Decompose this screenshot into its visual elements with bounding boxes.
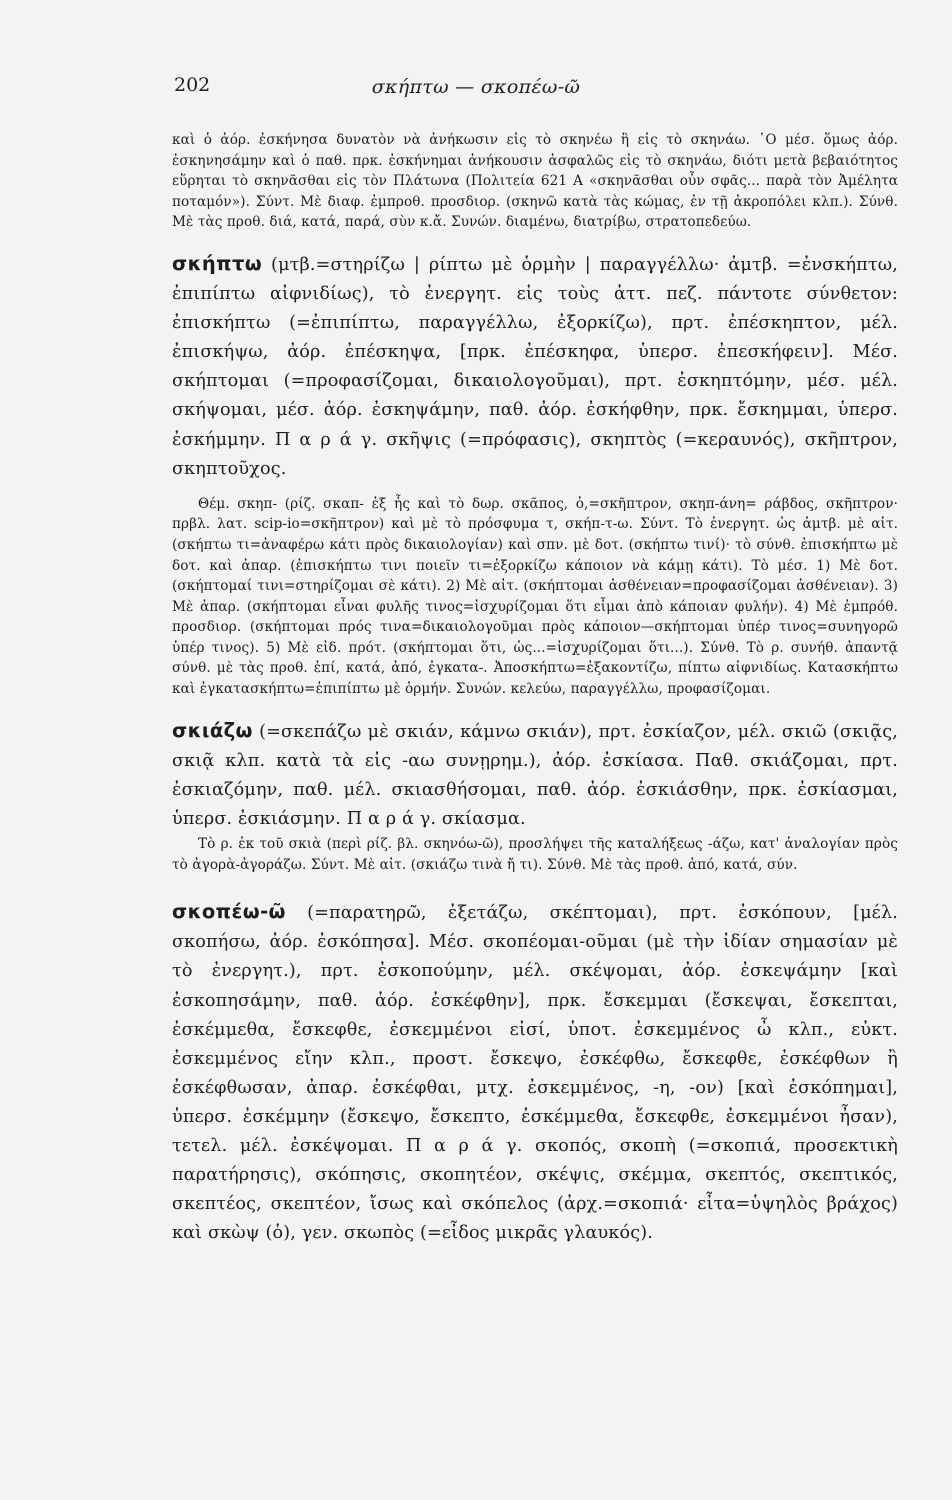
entry-continuation-note: καὶ ὁ ἀόρ. ἐσκήνησα δυνατὸν νὰ ἀνήκωσιν εἰς τὸ σκηνέω ἢ εἰς τὸ σκηνάω. ῾Ο μέσ. ὅμως ἀόρ. ἐσκηνησάμην καὶ ὁ παθ. πρκ. ἐσκήνημαι ἀνήκουσιν ἀσφαλῶς εἰς τὸ σκηνάω, διότι μετὰ βεβαιότητος εὕρηται τὸ σκηνᾶσθαι εἰς τὸν Πλάτωνα (Πολιτεία 621 Α «σκηνᾶσθαι οὖν σφᾶς... παρὰ τὸν Ἀμέλητα ποταμόν»). Σύντ. Μὲ διαφ. ἐμπροθ. προσδιορ. (σκηνῶ κατὰ τὰς κώμας, ἐν τῇ ἀκροπόλει κλπ.). Σύνθ. Μὲ τὰς προθ. διά, κατά, παρά, σὺν κ.ἄ. Συνών. διαμένω, διατρίβω, στρατοπεδεύω. bbox=[172, 132, 898, 231]
page-number: 202 bbox=[174, 74, 211, 96]
entry-skopeo bbox=[172, 897, 898, 1248]
headword-skopeo: σκοπέω-ῶ bbox=[172, 900, 286, 924]
page-header bbox=[0, 74, 952, 104]
dictionary-page-body bbox=[172, 130, 898, 1248]
definition-skepto: (μτβ.=στηρίζω | ρίπτω μὲ ὁρμὴν | παραγγέλλω· ἀμτβ. =ἐνσκήπτω, ἐπιπίπτω αἰφνιδίως), τὸ ἐνεργητ. εἰς τοὺς ἀττ. πεζ. πάντοτε σύνθετον: ἐπισκήπτω (=ἐπιπίπτω, παραγγέλλω, ἐξορκίζω), πρτ. ἐπέσκηπτον, μέλ. ἐπισκήψω, ἀόρ. ἐπέσκηψα, [πρκ. ἐπέσκηφα, ὑπερσ. ἐπεσκήφειν]. Μέσ. σκήπτομαι (=προφασίζομαι, δικαιολογοῦμαι), πρτ. ἐσκηπτόμην, μέσ. μέλ. σκήψομαι, μέσ. ἀόρ. ἐσκηψάμην, παθ. ἀόρ. ἐσκήφθην, πρκ. ἔσκημμαι, ὑπερσ. ἐσκήμμην. Π α ρ ά γ. σκῆψις (=πρόφασις), σκηπτὸς (=κεραυνός), σκῆπτρον, σκηπτοῦχος. bbox=[172, 254, 898, 479]
running-head: σκήπτω — σκοπέω-ῶ bbox=[371, 76, 581, 98]
entry-skepto bbox=[172, 249, 898, 484]
headword-skepto: σκήπτω bbox=[172, 251, 263, 275]
entry-skiazo bbox=[172, 716, 898, 834]
note-skepto: Θέμ. σκηπ- (ρίζ. σκαπ- ἐξ ἧς καὶ τὸ δωρ. σκᾶπος, ὁ,=σκῆπτρον, σκηπ-άνη= ράβδος, σκῆπτρον· πρβλ. λατ. scip-io=σκῆπτρον) καὶ μὲ τὸ πρόσφυμα τ, σκήπ-τ-ω. Σύντ. Τὸ ἐνεργητ. ὡς ἀμτβ. μὲ αἰτ. (σκήπτω τι=ἀναφέρω κάτι πρὸς δικαιολογίαν) καὶ σπν. μὲ δοτ. (σκήπτω τινί)· τὸ σύνθ. ἐπισκήπτω μὲ δοτ. καὶ ἀπαρ. (ἐπισκήπτω τινι ποιεῖν τι=ἐξορκίζω κάποιον νὰ κάμῃ κάτι). Τὸ μέσ. 1) Μὲ δοτ. (σκήπτομαί τινι=στηρίζομαι σὲ κάτι). 2) Μὲ αἰτ. (σκήπτομαι ἀσθένειαν=προφασίζομαι ἀσθένειαν). 3) Μὲ ἀπαρ. (σκήπτομαι εἶναι φυλῆς τινος=ἰσχυρίζομαι ὅτι εἶμαι ἀπὸ κάποιαν φυλήν). 4) Μὲ ἐμπρόθ. προσδιορ. (σκήπτομαι πρός τινα=δικαιολογοῦμαι πρὸς κάποιον—σκήπτομαι ὑπέρ τινος=συνηγορῶ ὑπέρ τινος). 5) Μὲ εἰδ. πρότ. (σκήπτομαι ὅτι, ὡς...=ἰσχυρίζομαι ὅτι...). Σύνθ. Τὸ ρ. συνήθ. ἀπαντᾷ σύνθ. μὲ τὰς προθ. ἐπί, κατά, ἀπό, ἐγκατα-. Ἀποσκήπτω=ἐξακοντίζω, πίπτω αἰφνιδίως. Κατασκήπτω καὶ ἐγκατασκήπτω=ἐπιπίπτω μὲ ὁρμήν. Συνών. κελεύω, παραγγέλλω, προφασίζομαι. bbox=[172, 495, 898, 698]
note-skiazo: Τὸ ρ. ἐκ τοῦ σκιὰ (περὶ ρίζ. βλ. σκηνόω-ῶ), προσλήψει τῆς καταλήξεως -άζω, κατ' ἀναλογίαν πρὸς τὸ ἀγορὰ-ἀγοράζω. Σύντ. Μὲ αἰτ. (σκιάζω τινὰ ἤ τι). Σύνθ. Μὲ τὰς προθ. ἀπό, κατά, σύν. bbox=[172, 836, 898, 873]
definition-skopeo: (=παρατηρῶ, ἐξετάζω, σκέπτομαι), πρτ. ἐσκόπουν, [μέλ. σκοπήσω, ἀόρ. ἐσκόπησα]. Μέσ. σκοπέομαι-οῦμαι (μὲ τὴν ἰδίαν σημασίαν μὲ τὸ ἐνεργητ.), πρτ. ἐσκοπούμην, μέλ. σκέψομαι, ἀόρ. ἐσκεψάμην [καὶ ἐσκοπησάμην, παθ. ἀόρ. ἐσκέφθην], πρκ. ἔσκεμμαι (ἔσκεψαι, ἔσκεπται, ἐσκέμμεθα, ἔσκεφθε, ἐσκεμμένοι εἰσί, ὑποτ. ἐσκεμμένος ὦ κλπ., εὐκτ. ἐσκεμμένος εἴην κλπ., προστ. ἔσκεψο, ἐσκέφθω, ἔσκεφθε, ἐσκέφθων ἢ ἐσκέφθωσαν, ἀπαρ. ἐσκέφθαι, μτχ. ἐσκεμμένος, -η, -ον) [καὶ ἐσκόπημαι], ὑπερσ. ἐσκέμμην (ἔσκεψο, ἔσκεπτο, ἐσκέμμεθα, ἔσκεφθε, ἐσκεμμένοι ἦσαν), τετελ. μέλ. ἐσκέψομαι. Π α ρ ά γ. σκοπός, σκοπὴ (=σκοπιά, προσεκτικὴ παρατήρησις), σκόπησις, σκοπητέον, σκέψις, σκέμμα, σκεπτός, σκεπτικός, σκεπτέος, σκεπτέον, ἴσως καὶ σκόπελος (ἀρχ.=σκοπιά· εἶτα=ὑψηλὸς βράχος) καὶ σκὼψ (ὁ), γεν. σκωπὸς (=εἶδος μικρᾶς γλαυκός). bbox=[172, 903, 898, 1244]
definition-skiazo: (=σκεπάζω μὲ σκιάν, κάμνω σκιάν), πρτ. ἐσκίαζον, μέλ. σκιῶ (σκιᾷς, σκιᾷ κλπ. κατὰ τὰ εἰς -αω συνῃρημ.), ἀόρ. ἐσκίασα. Παθ. σκιάζομαι, πρτ. ἐσκιαζόμην, παθ. μέλ. σκιασθήσομαι, παθ. ἀόρ. ἐσκιάσθην, πρκ. ἐσκίασμαι, ὑπερσ. ἐσκιάσμην. Π α ρ ά γ. σκίασμα. bbox=[172, 721, 898, 829]
headword-skiazo: σκιάζω bbox=[172, 718, 253, 742]
